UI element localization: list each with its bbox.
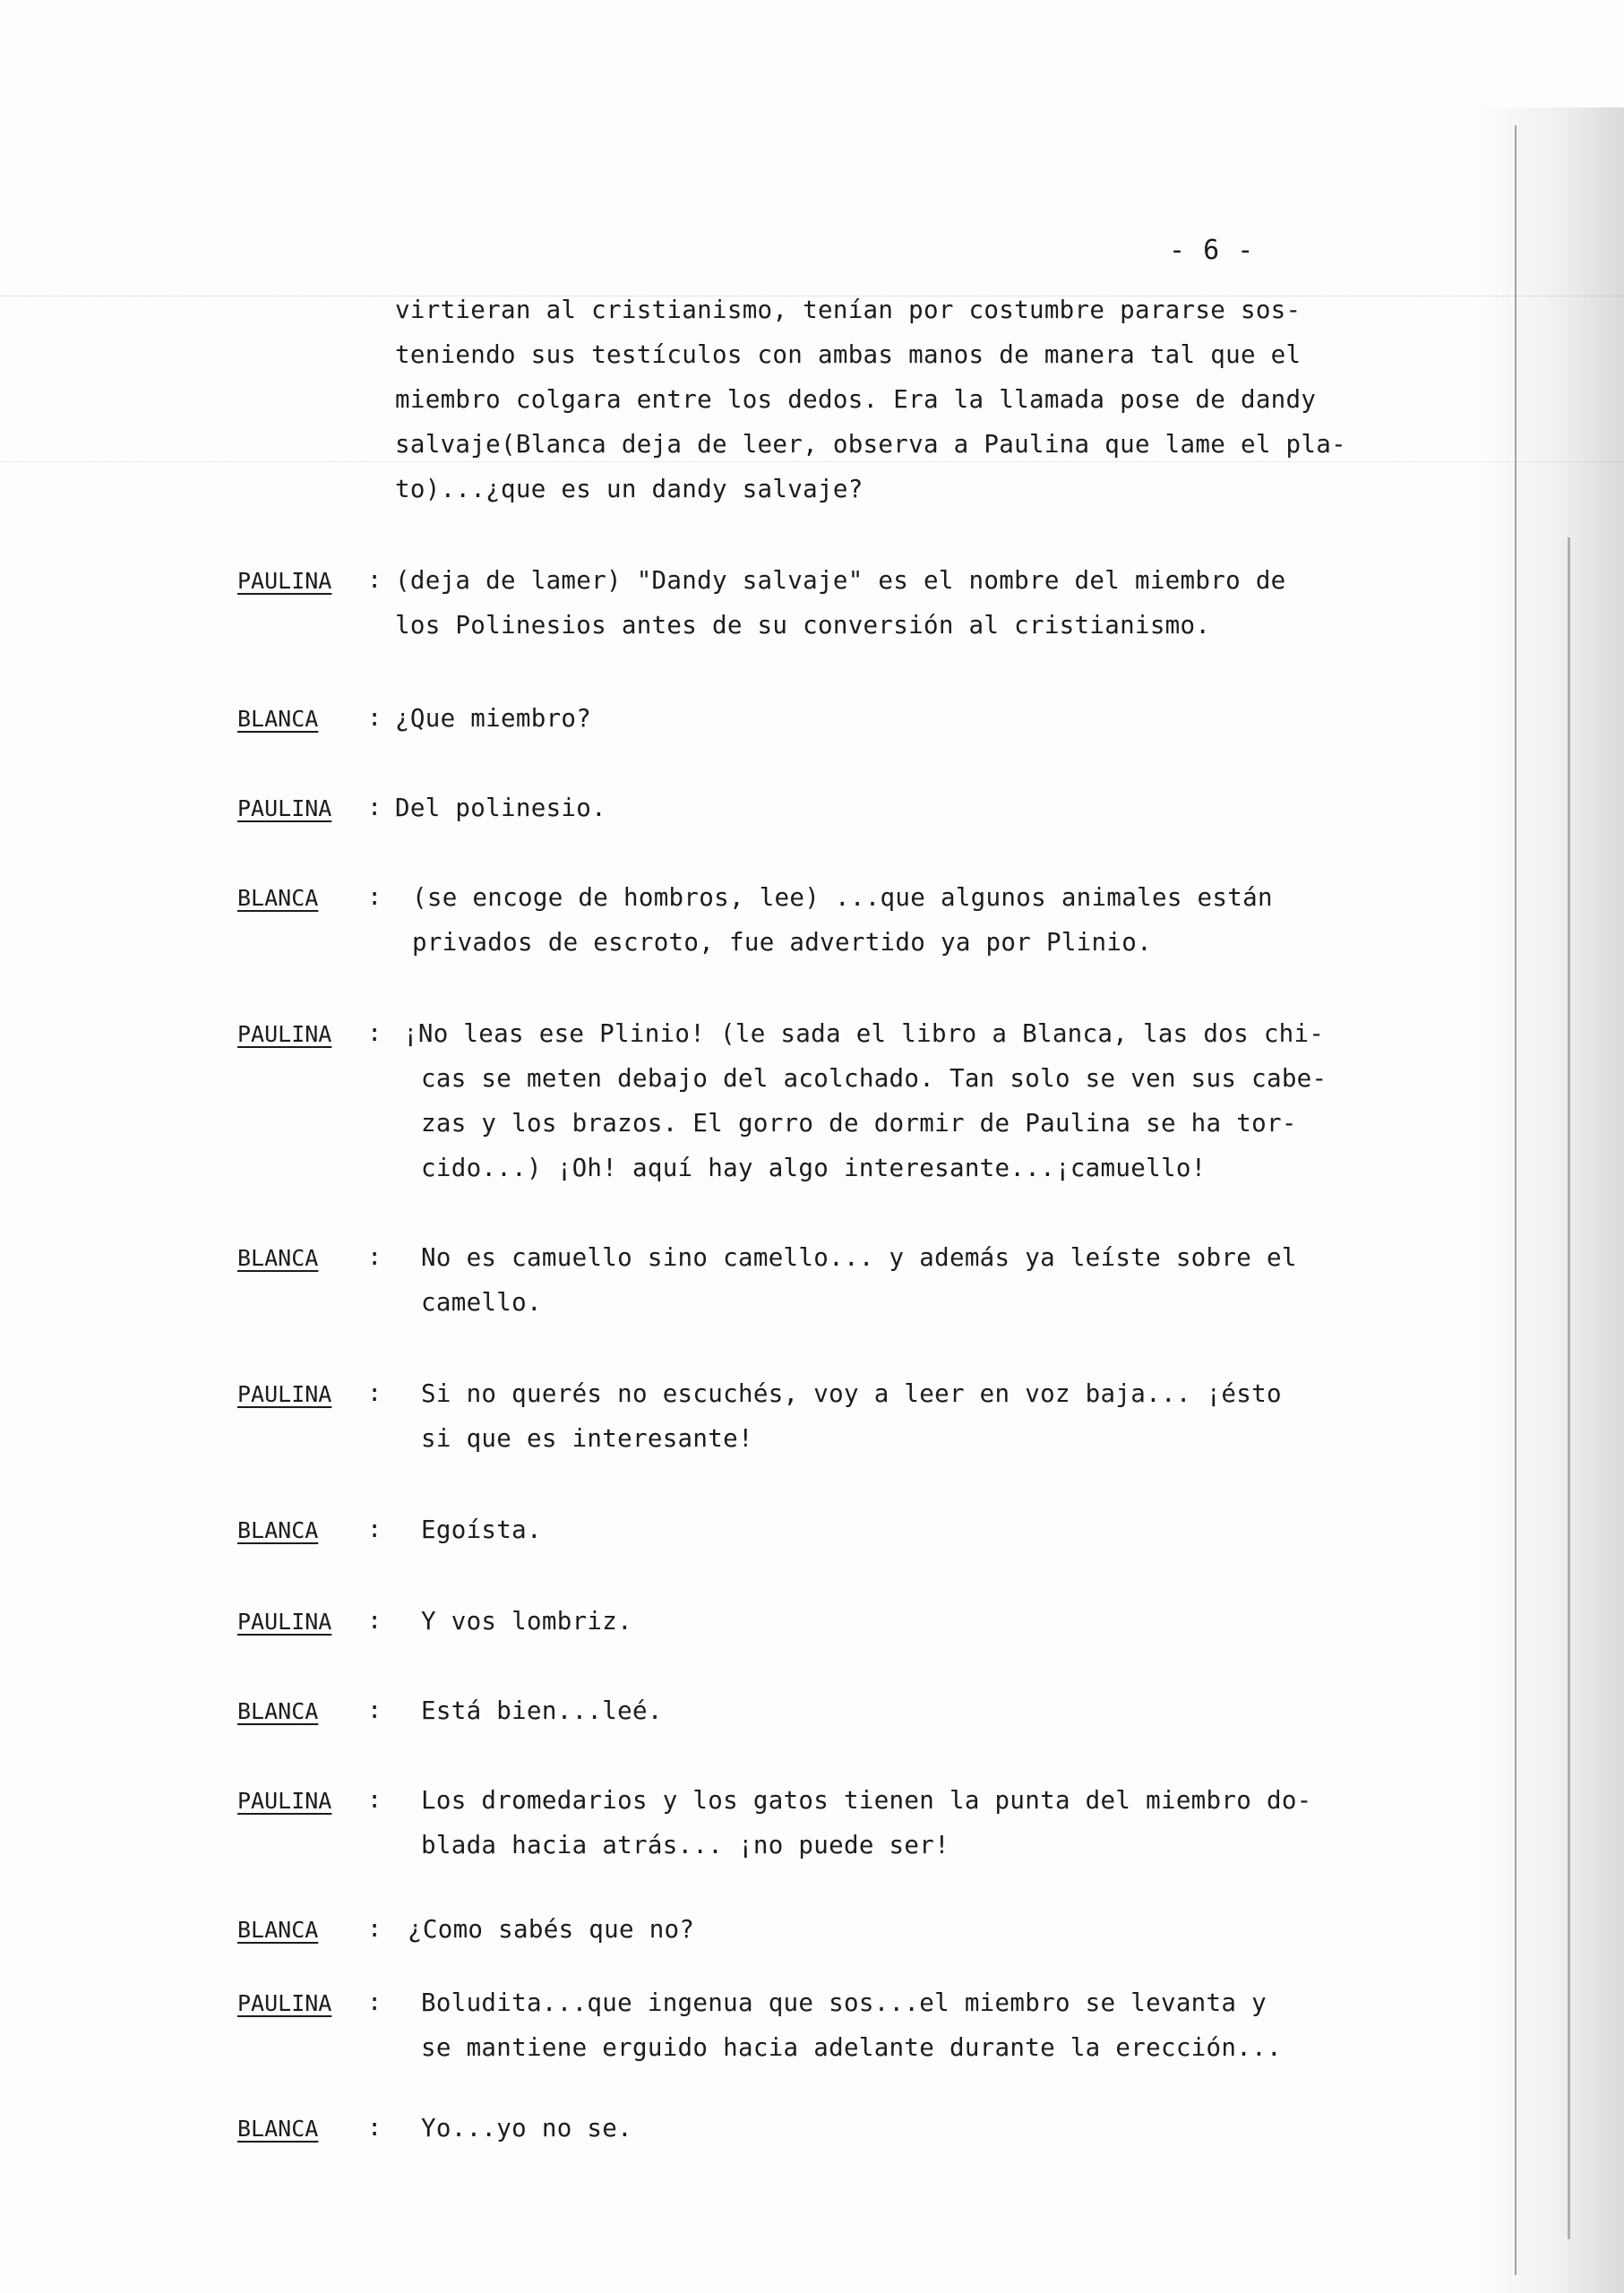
dialogue-line: privados de escroto, fue advertido ya por Plinio. (412, 928, 1152, 957)
speaker-colon: : (367, 883, 382, 911)
speaker-name: BLANCA (237, 1698, 319, 1724)
dialogue-line: cido...) ¡Oh! aquí hay algo interesante...¡camuello! (421, 1154, 1207, 1182)
speaker-name: PAULINA (237, 1609, 332, 1635)
speaker-name: PAULINA (237, 1381, 332, 1407)
speaker-colon: : (367, 794, 382, 821)
dialogue-line: blada hacia atrás... ¡no puede ser! (421, 1831, 949, 1859)
speaker-name: BLANCA (237, 1245, 319, 1271)
speaker-name: BLANCA (237, 1917, 319, 1943)
dialogue-line: Boludita...que ingenua que sos...el miembro se levanta y (421, 1988, 1267, 2017)
dialogue-line: Si no querés no escuchés, voy a leer en voz baja... ¡ésto (421, 1379, 1282, 1408)
speaker-name: BLANCA (237, 2116, 319, 2142)
dialogue-line: cas se meten debajo del acolchado. Tan solo se ven sus cabe- (421, 1064, 1328, 1093)
scan-edge-line (1568, 537, 1570, 2239)
paper-fold-line (0, 461, 1624, 463)
dialogue-line: ¿Como sabés que no? (408, 1915, 695, 1944)
text-line: salvaje(Blanca deja de leer, observa a Paulina que lame el pla- (395, 430, 1346, 459)
scan-shadow (1481, 107, 1624, 2293)
speaker-colon: : (367, 1607, 382, 1635)
dialogue-line: Egoísta. (421, 1516, 542, 1544)
dialogue-line: Está bien...leé. (421, 1696, 663, 1725)
dialogue-line: (deja de lamer) "Dandy salvaje" es el nombre del miembro de (395, 566, 1286, 595)
speaker-colon: : (367, 1243, 382, 1271)
dialogue-line: zas y los brazos. El gorro de dormir de Paulina se ha tor- (421, 1109, 1297, 1138)
dialogue-line: si que es interesante! (421, 1424, 753, 1453)
dialogue-line: ¿Que miembro? (395, 704, 592, 733)
dialogue-line: se mantiene erguido hacia adelante durante la erección... (421, 2033, 1282, 2062)
speaker-colon: : (367, 704, 382, 732)
dialogue-line: Y vos lombriz. (421, 1607, 632, 1636)
speaker-colon: : (367, 1988, 382, 2016)
speaker-name: PAULINA (237, 1788, 332, 1814)
scan-edge-line (1515, 125, 1517, 2275)
speaker-name: PAULINA (237, 1990, 332, 2016)
speaker-name: PAULINA (237, 1021, 332, 1047)
text-line: miembro colgara entre los dedos. Era la llamada pose de dandy (395, 385, 1317, 414)
dialogue-line: los Polinesios antes de su conversión al cristianismo. (395, 611, 1211, 640)
speaker-colon: : (367, 1696, 382, 1724)
text-line: to)...¿que es un dandy salvaje? (395, 475, 864, 503)
speaker-name: PAULINA (237, 568, 332, 594)
speaker-colon: : (367, 2114, 382, 2142)
text-line: virtieran al cristianismo, tenían por costumbre pararse sos- (395, 296, 1302, 324)
speaker-name: BLANCA (237, 1517, 319, 1543)
speaker-colon: : (367, 1019, 382, 1047)
speaker-colon: : (367, 1786, 382, 1814)
dialogue-line: camello. (421, 1288, 542, 1317)
speaker-name: BLANCA (237, 706, 319, 732)
speaker-name: PAULINA (237, 795, 332, 821)
dialogue-line: Del polinesio. (395, 794, 606, 822)
dialogue-line: Yo...yo no se. (421, 2114, 632, 2143)
dialogue-line: No es camuello sino camello... y además ya leíste sobre el (421, 1243, 1297, 1272)
dialogue-line: ¡No leas ese Plinio! (le sada el libro a Blanca, las dos chi- (403, 1019, 1325, 1048)
dialogue-line: Los dromedarios y los gatos tienen la punta del miembro do- (421, 1786, 1312, 1815)
speaker-colon: : (367, 1379, 382, 1407)
speaker-name: BLANCA (237, 885, 319, 911)
text-line: teniendo sus testículos con ambas manos de manera tal que el (395, 340, 1302, 369)
speaker-colon: : (367, 1915, 382, 1943)
speaker-colon: : (367, 1516, 382, 1543)
page-number: - 6 - (1169, 235, 1255, 266)
speaker-colon: : (367, 566, 382, 594)
dialogue-line: (se encoge de hombros, lee) ...que algunos animales están (412, 883, 1273, 912)
